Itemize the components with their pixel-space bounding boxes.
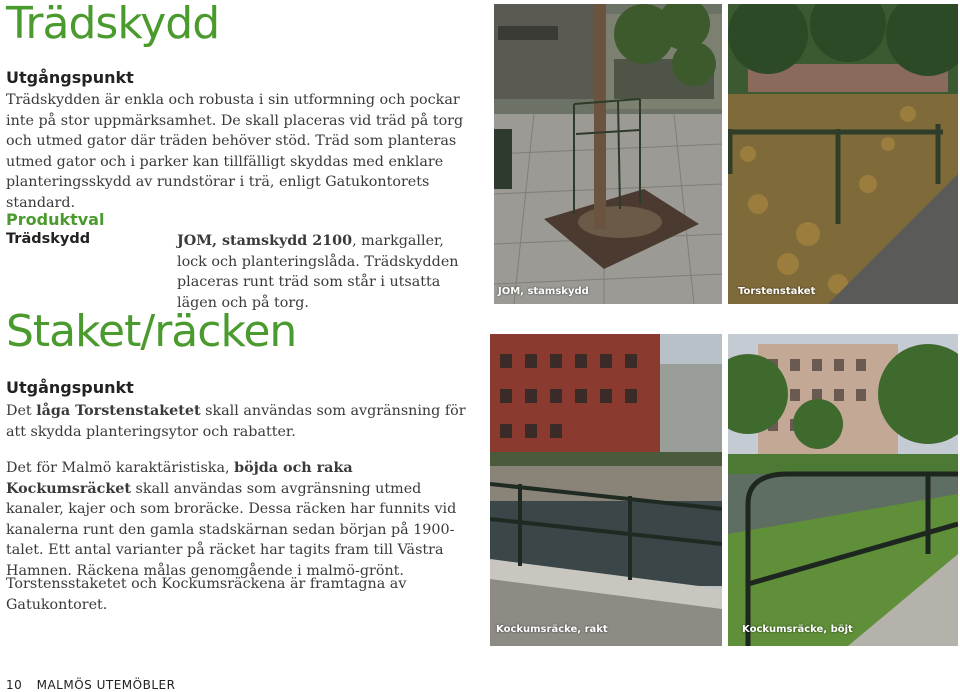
caption-jom-stamskydd: JOM, stamskydd bbox=[498, 286, 589, 297]
p2-bold: böjda och raka Kockumsräcket bbox=[6, 460, 353, 497]
product-details: , markgaller, lock och planteringslåda. Trädskydden placeras runt träd som står i utsatta lägen och på torg. bbox=[177, 233, 459, 311]
paragraph-kockumsracke bbox=[6, 458, 476, 581]
product-heading: Produktval bbox=[6, 210, 105, 229]
p1-pre: Det bbox=[6, 403, 37, 419]
photo-kockumsracke-rakt bbox=[490, 334, 722, 646]
photo-jom-stamskydd bbox=[494, 4, 722, 304]
starting-point-heading-2: Utgångspunkt bbox=[6, 378, 134, 397]
caption-torstenstaket: Torstenstaket bbox=[738, 286, 816, 297]
p2-pre: Det för Malmö karaktäristiska, bbox=[6, 460, 235, 476]
paragraph-credits: Torstensstaketet och Kockumsräckena är framtagna av Gatukontoret. bbox=[6, 576, 407, 613]
caption-kockumsracke-rakt: Kockumsräcke, rakt bbox=[496, 624, 608, 635]
p2-post: skall användas som avgränsning utmed kanaler, kajer och som broräcke. Dessa räcken har funnits vid kanalerna runt den gamla stadskärnan sedan början på 1900-talet. Ett antal varianter på räcket har tagits fram till Västra Hamnen. Räckena målas genomgående i malmö-grönt. bbox=[6, 480, 457, 579]
page-number: 10 bbox=[6, 678, 23, 692]
starting-point-text-1: Trädskydden är enkla och robusta i sin utformning och pockar inte på stor uppmärksamhet. De skall placeras vid träd på torg och utmed gator där träden behöver stöd. Träd som planteras utmed gator och i parker kan tillfälligt skyddas med enklare planteringsskydd av rundstörar i trä, enligt Gatukontorets standard. bbox=[6, 92, 464, 211]
photo-torstenstaket bbox=[728, 4, 958, 304]
page-title-staket: Staket/räcken bbox=[6, 306, 297, 357]
page-title-tradskydd: Trädskydd bbox=[6, 0, 220, 49]
p1-bold: låga Torstenstaketet bbox=[36, 403, 201, 419]
publication-name: MALMÖS UTEMÖBLER bbox=[36, 678, 176, 692]
caption-kockumsracke-bojt: Kockumsräcke, böjt bbox=[742, 624, 853, 635]
starting-point-heading-1: Utgångspunkt bbox=[6, 68, 134, 87]
p1-post: skall användas som avgränsning för att skydda planteringsytor och rabatter. bbox=[6, 403, 466, 440]
product-description bbox=[177, 231, 477, 313]
photo-kockumsracke-bojt bbox=[728, 334, 958, 646]
product-name: JOM, stamskydd 2100 bbox=[177, 233, 353, 249]
product-label: Trädskydd bbox=[6, 231, 91, 247]
paragraph-torstenstaket bbox=[6, 401, 476, 442]
